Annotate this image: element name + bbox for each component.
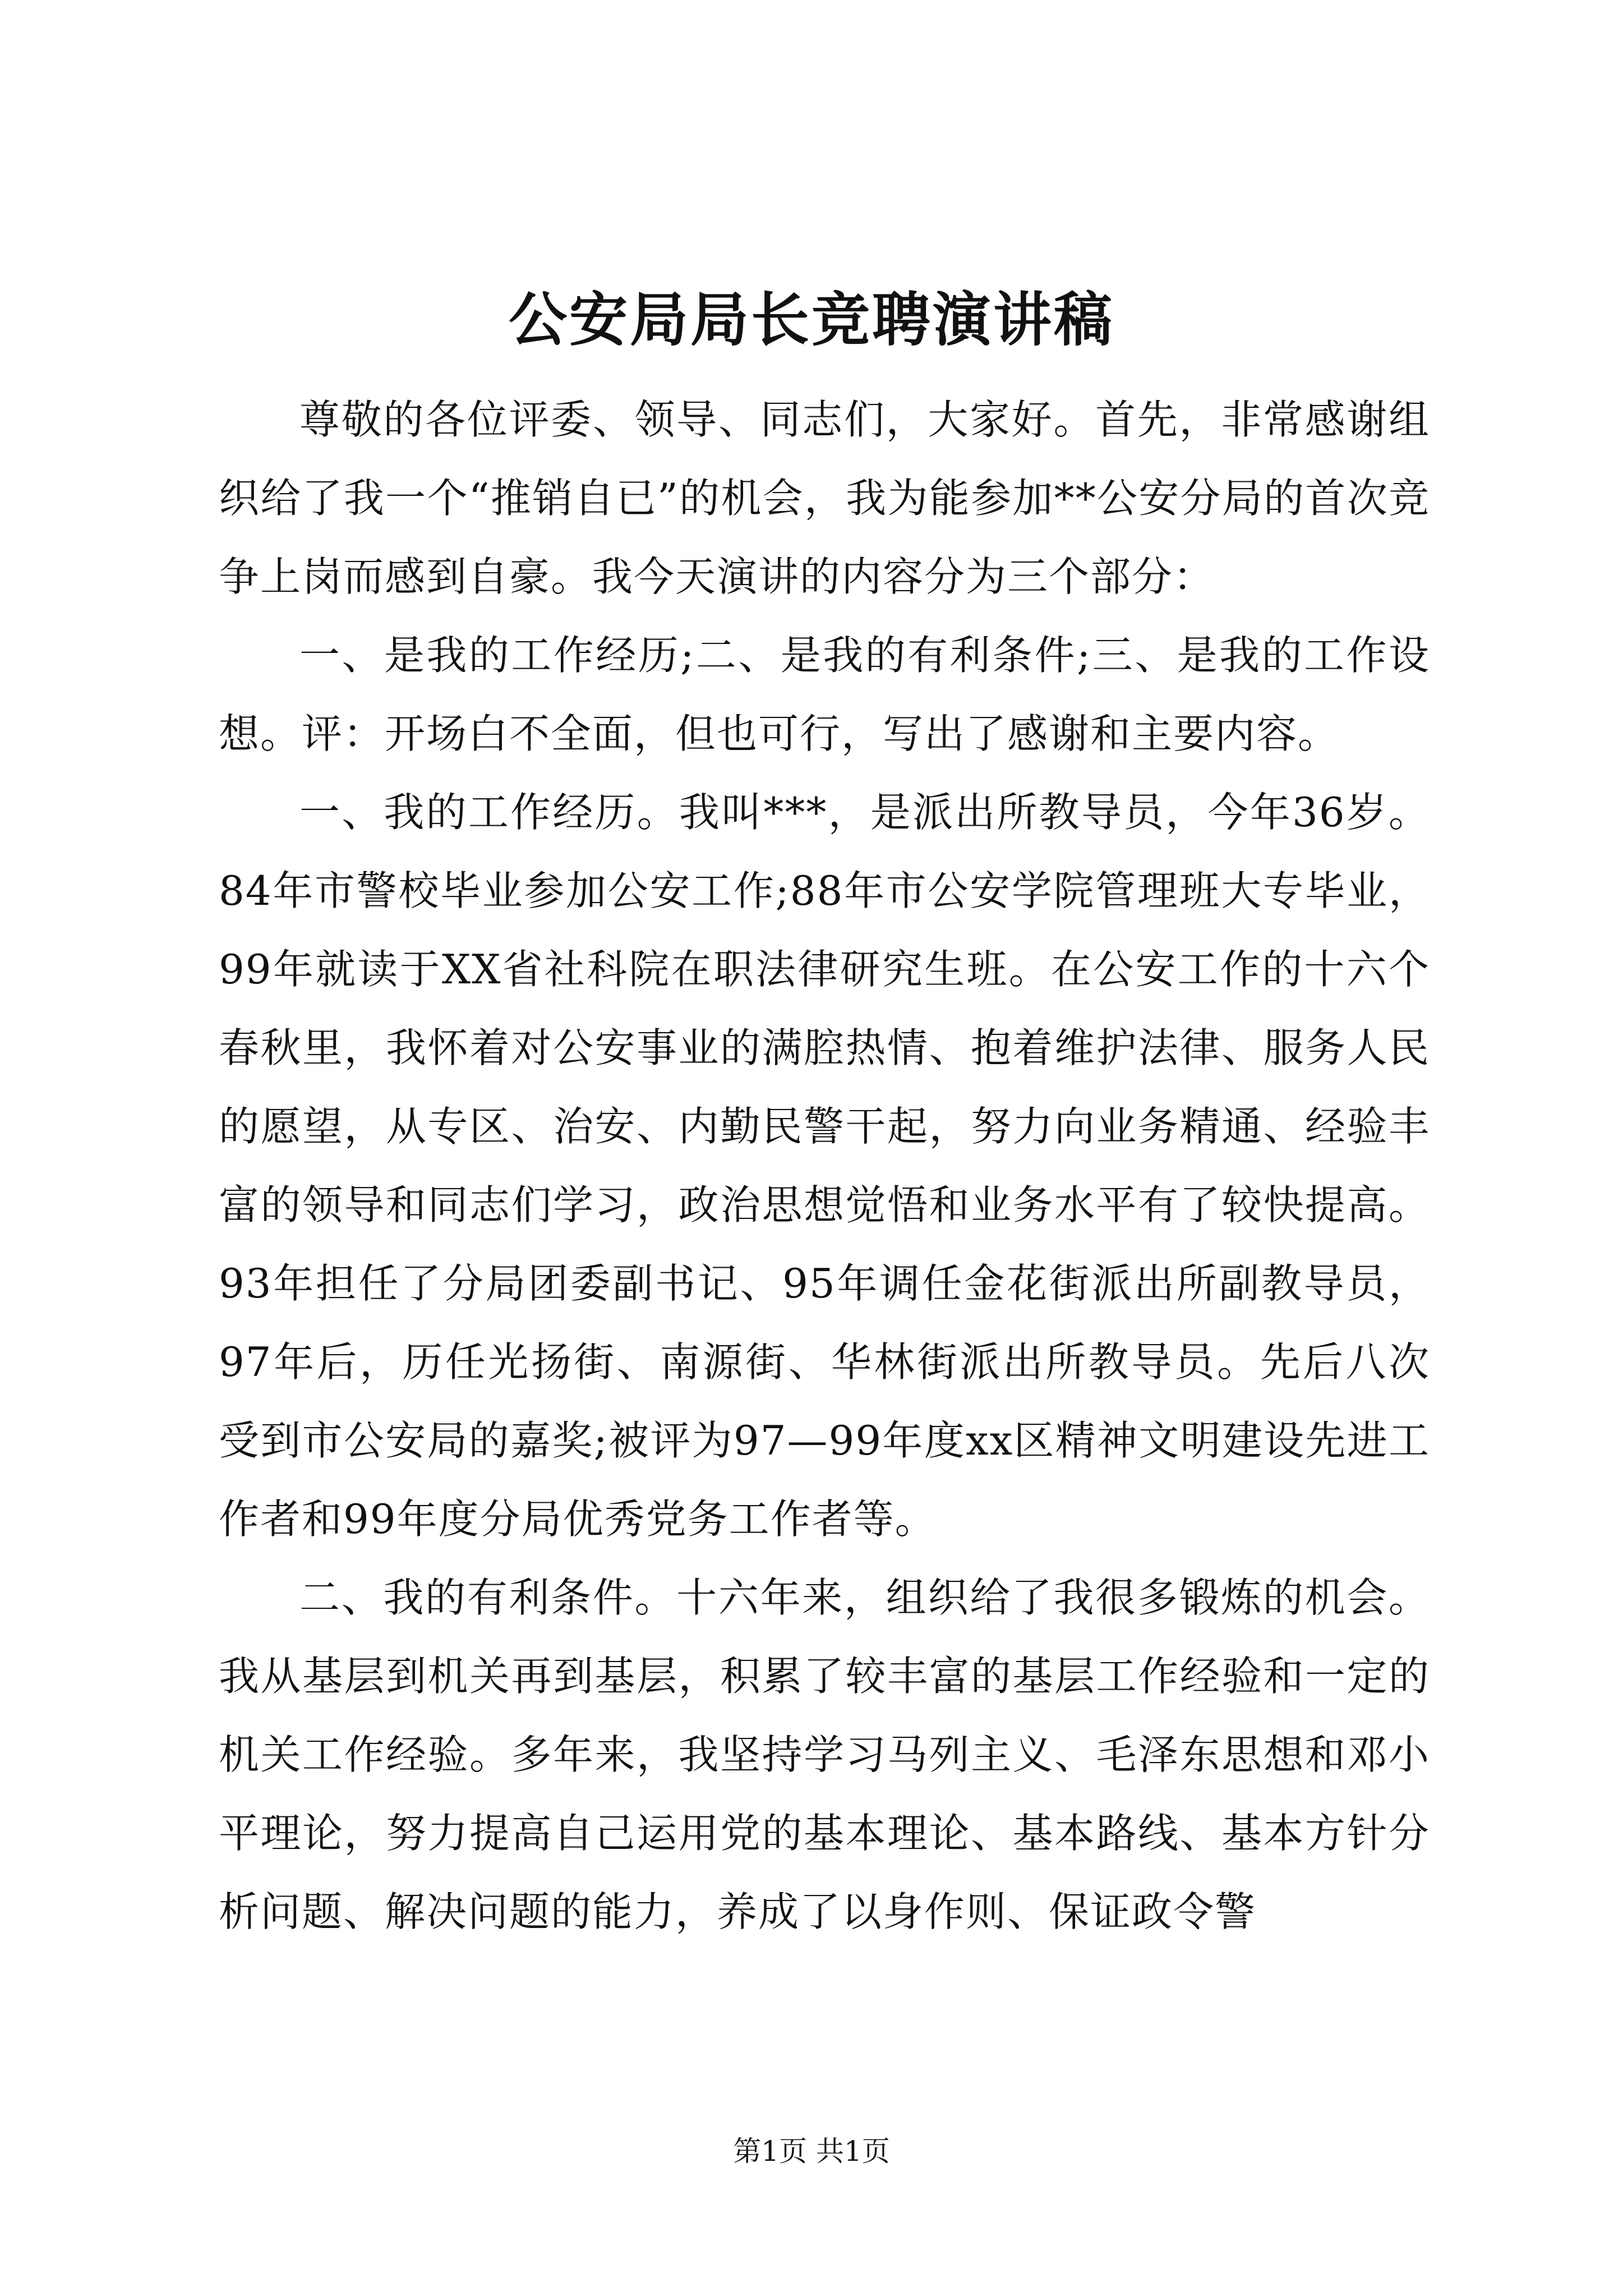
paragraph-advantages: 二、我的有利条件。十六年来，组织给了我很多锻炼的机会。我从基层到机关再到基层，积累了较丰富的基层工作经验和一定的机关工作经验。多年来，我坚持学习马列主义、毛泽东思想和邓小平理论，努力提高自己运用党的基本理论、基本路线、基本方针分析问题、解决问题的能力，养成了以身作则、保证政令警 <box>219 1574 1430 1935</box>
paragraph-outline: 一、是我的工作经历;二、是我的有利条件;三、是我的工作设想。评：开场白不全面，但也可行，写出了感谢和主要内容。 <box>219 632 1430 757</box>
page-footer: 第1页 共1页 <box>733 2135 890 2168</box>
paragraph-work-history: 一、我的工作经历。我叫***，是派出所教导员，今年36岁。84年市警校毕业参加公安工作;88年市公安学院管理班大专毕业，99年就读于XX省社科院在职法律研究生班。在公安工作的十六个春秋里，我怀着对公安事业的满腔热情、抱着维护法律、服务人民的愿望，从专区、治安、内勤民警干起，努力向业务精通、经验丰富的领导和同志们学习，政治思想觉悟和业务水平有了较快提高。93年担任了分局团委副书记、95年调任金花街派出所副教导员，97年后，历任光扬街、南源街、华林街派出所教导员。先后八次受到市公安局的嘉奖;被评为97—99年度xx区精神文明建设先进工作者和99年度分局优秀党务工作者等。 <box>219 789 1430 1543</box>
paragraph-greeting: 尊敬的各位评委、领导、同志们，大家好。首先，非常感谢组织给了我一个“推销自已”的机会，我为能参加**公安分局的首次竞争上岗而感到自豪。我今天演讲的内容分为三个部分： <box>219 396 1430 600</box>
page-title: 公安局局长竞聘演讲稿 <box>508 285 1114 354</box>
document-body <box>219 380 1430 1951</box>
